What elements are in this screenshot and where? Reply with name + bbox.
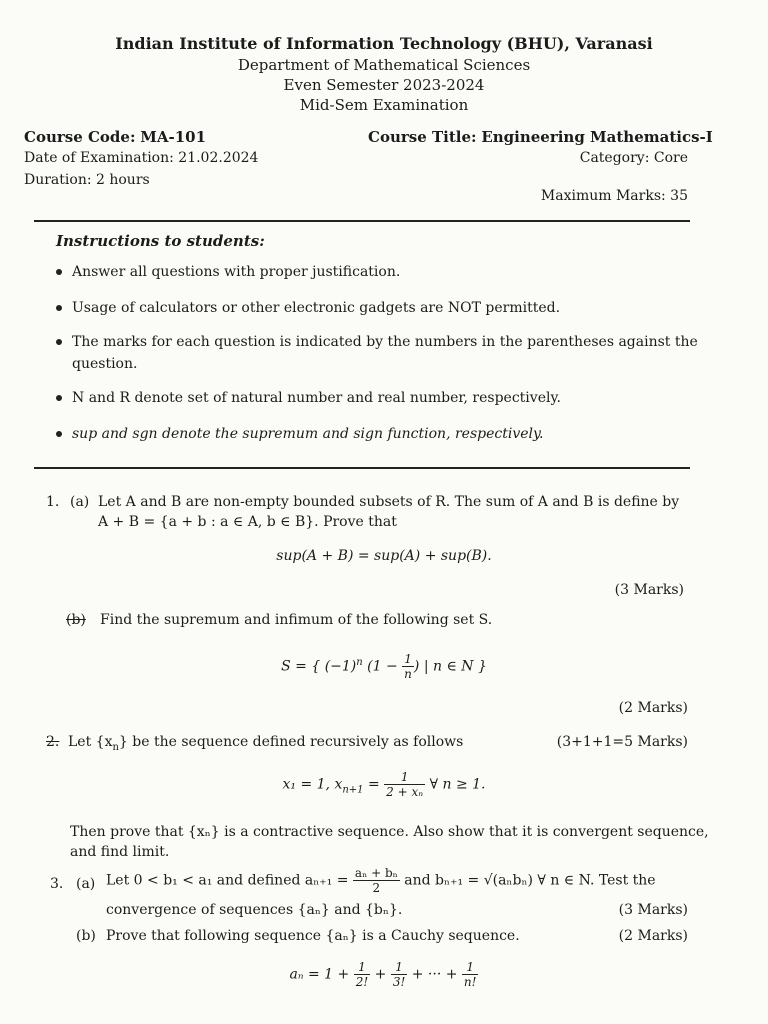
exam-date: Date of Examination: 21.02.2024 bbox=[24, 150, 259, 166]
institute-name: Indian Institute of Information Technology (BHU), Varanasi bbox=[115, 34, 653, 53]
course-title bbox=[368, 128, 713, 146]
instruction-item: The marks for each question is indicated by the numbers in the parentheses against the bbox=[56, 334, 698, 350]
q2-text: Let $\{x_n\}$ be the sequence defined recursively as follows bbox=[68, 734, 464, 753]
course-title-label: Course Title: bbox=[368, 128, 477, 146]
q2-then-line1: Then prove that {xₙ} is a contractive sequence. Also show that it is convergent sequence, bbox=[70, 824, 709, 840]
instruction-item: Answer all questions with proper justification. bbox=[56, 264, 400, 280]
divider-top bbox=[34, 220, 690, 222]
q1-number: 1. bbox=[46, 494, 60, 510]
course-code-value: MA-101 bbox=[140, 128, 207, 146]
q3a-label: (a) bbox=[76, 876, 96, 892]
q3-number: 3. bbox=[50, 876, 64, 892]
max-marks: Maximum Marks: 35 bbox=[540, 188, 688, 204]
instructions-title: Instructions to students: bbox=[56, 232, 265, 250]
q3a-line2: convergence of sequences {aₙ} and {bₙ}. bbox=[106, 902, 403, 918]
q1b-label: (b) bbox=[66, 612, 86, 628]
q1a-marks: (3 Marks) bbox=[614, 582, 684, 598]
q3b-label: (b) bbox=[76, 928, 96, 944]
q1a-line1: Let A and B are non-empty bounded subsets of R. The sum of A and B is define by bbox=[98, 494, 680, 510]
q1b-text: Find the supremum and infimum of the following set S. bbox=[100, 612, 493, 628]
q2-marks: (3+1+1=5 Marks) bbox=[556, 734, 688, 750]
q3b-marks: (2 Marks) bbox=[618, 928, 688, 944]
instruction-item: sup and sgn denote the supremum and sign function, respectively. bbox=[56, 426, 544, 442]
fraction: $\frac{1}{\text{2 + xₙ}}$ bbox=[386, 770, 424, 799]
q3b-equation: aₙ = 1 + $\frac{1}{2!}$ + $\frac{1}{3!}$ + ··· + $\frac{1}{n!}$ bbox=[289, 960, 477, 989]
department-name: Department of Mathematical Sciences bbox=[237, 56, 531, 74]
course-code-label: Course Code: bbox=[24, 128, 136, 146]
q3b-text: Prove that following sequence {aₙ} is a Cauchy sequence. bbox=[106, 928, 520, 944]
exam-type: Mid-Sem Examination bbox=[299, 96, 469, 114]
fraction: $\frac{1}{n}$ bbox=[404, 652, 412, 681]
q3a-marks: (3 Marks) bbox=[618, 902, 688, 918]
category: Category: Core bbox=[579, 150, 688, 166]
q2-number: 2. bbox=[46, 734, 60, 750]
instruction-item: N and R denote set of natural number and real number, respectively. bbox=[56, 390, 561, 406]
divider-bottom bbox=[34, 467, 690, 469]
q3a-line1: Let 0 < b₁ < a₁ and defined aₙ₊₁ = $\frac{\text{aₙ + bₙ}}{2}$ and bₙ₊₁ = √(aₙbₙ) ∀ n ∈ N. Test the bbox=[106, 866, 656, 895]
fraction: $\frac{\text{aₙ + bₙ}}{2}$ bbox=[354, 866, 398, 895]
q2-equation: x₁ = 1, $x_{n+1}$ = $\frac{1}{\text{2 + xₙ}}$ ∀ n ≥ 1. bbox=[282, 770, 486, 799]
q1a-label: (a) bbox=[70, 494, 90, 510]
q2-then-line2: and find limit. bbox=[70, 844, 170, 860]
q1b-marks: (2 Marks) bbox=[618, 700, 688, 716]
q1a-equation: sup(A + B) = sup(A) + sup(B). bbox=[276, 548, 492, 564]
duration: Duration: 2 hours bbox=[24, 172, 150, 188]
q1b-equation: S = { $(-1)^n$ (1 − $\frac{1}{n}$ ) | n ∈ N } bbox=[281, 652, 487, 681]
course-title-value: Engineering Mathematics-I bbox=[481, 128, 713, 146]
instruction-item: Usage of calculators or other electronic gadgets are NOT permitted. bbox=[56, 300, 560, 316]
course-code bbox=[24, 128, 206, 146]
instruction-item-cont: question. bbox=[72, 356, 138, 372]
semester: Even Semester 2023-2024 bbox=[283, 76, 485, 94]
q1a-line2: A + B = {a + b : a ∈ A, b ∈ B}. Prove that bbox=[98, 514, 397, 530]
